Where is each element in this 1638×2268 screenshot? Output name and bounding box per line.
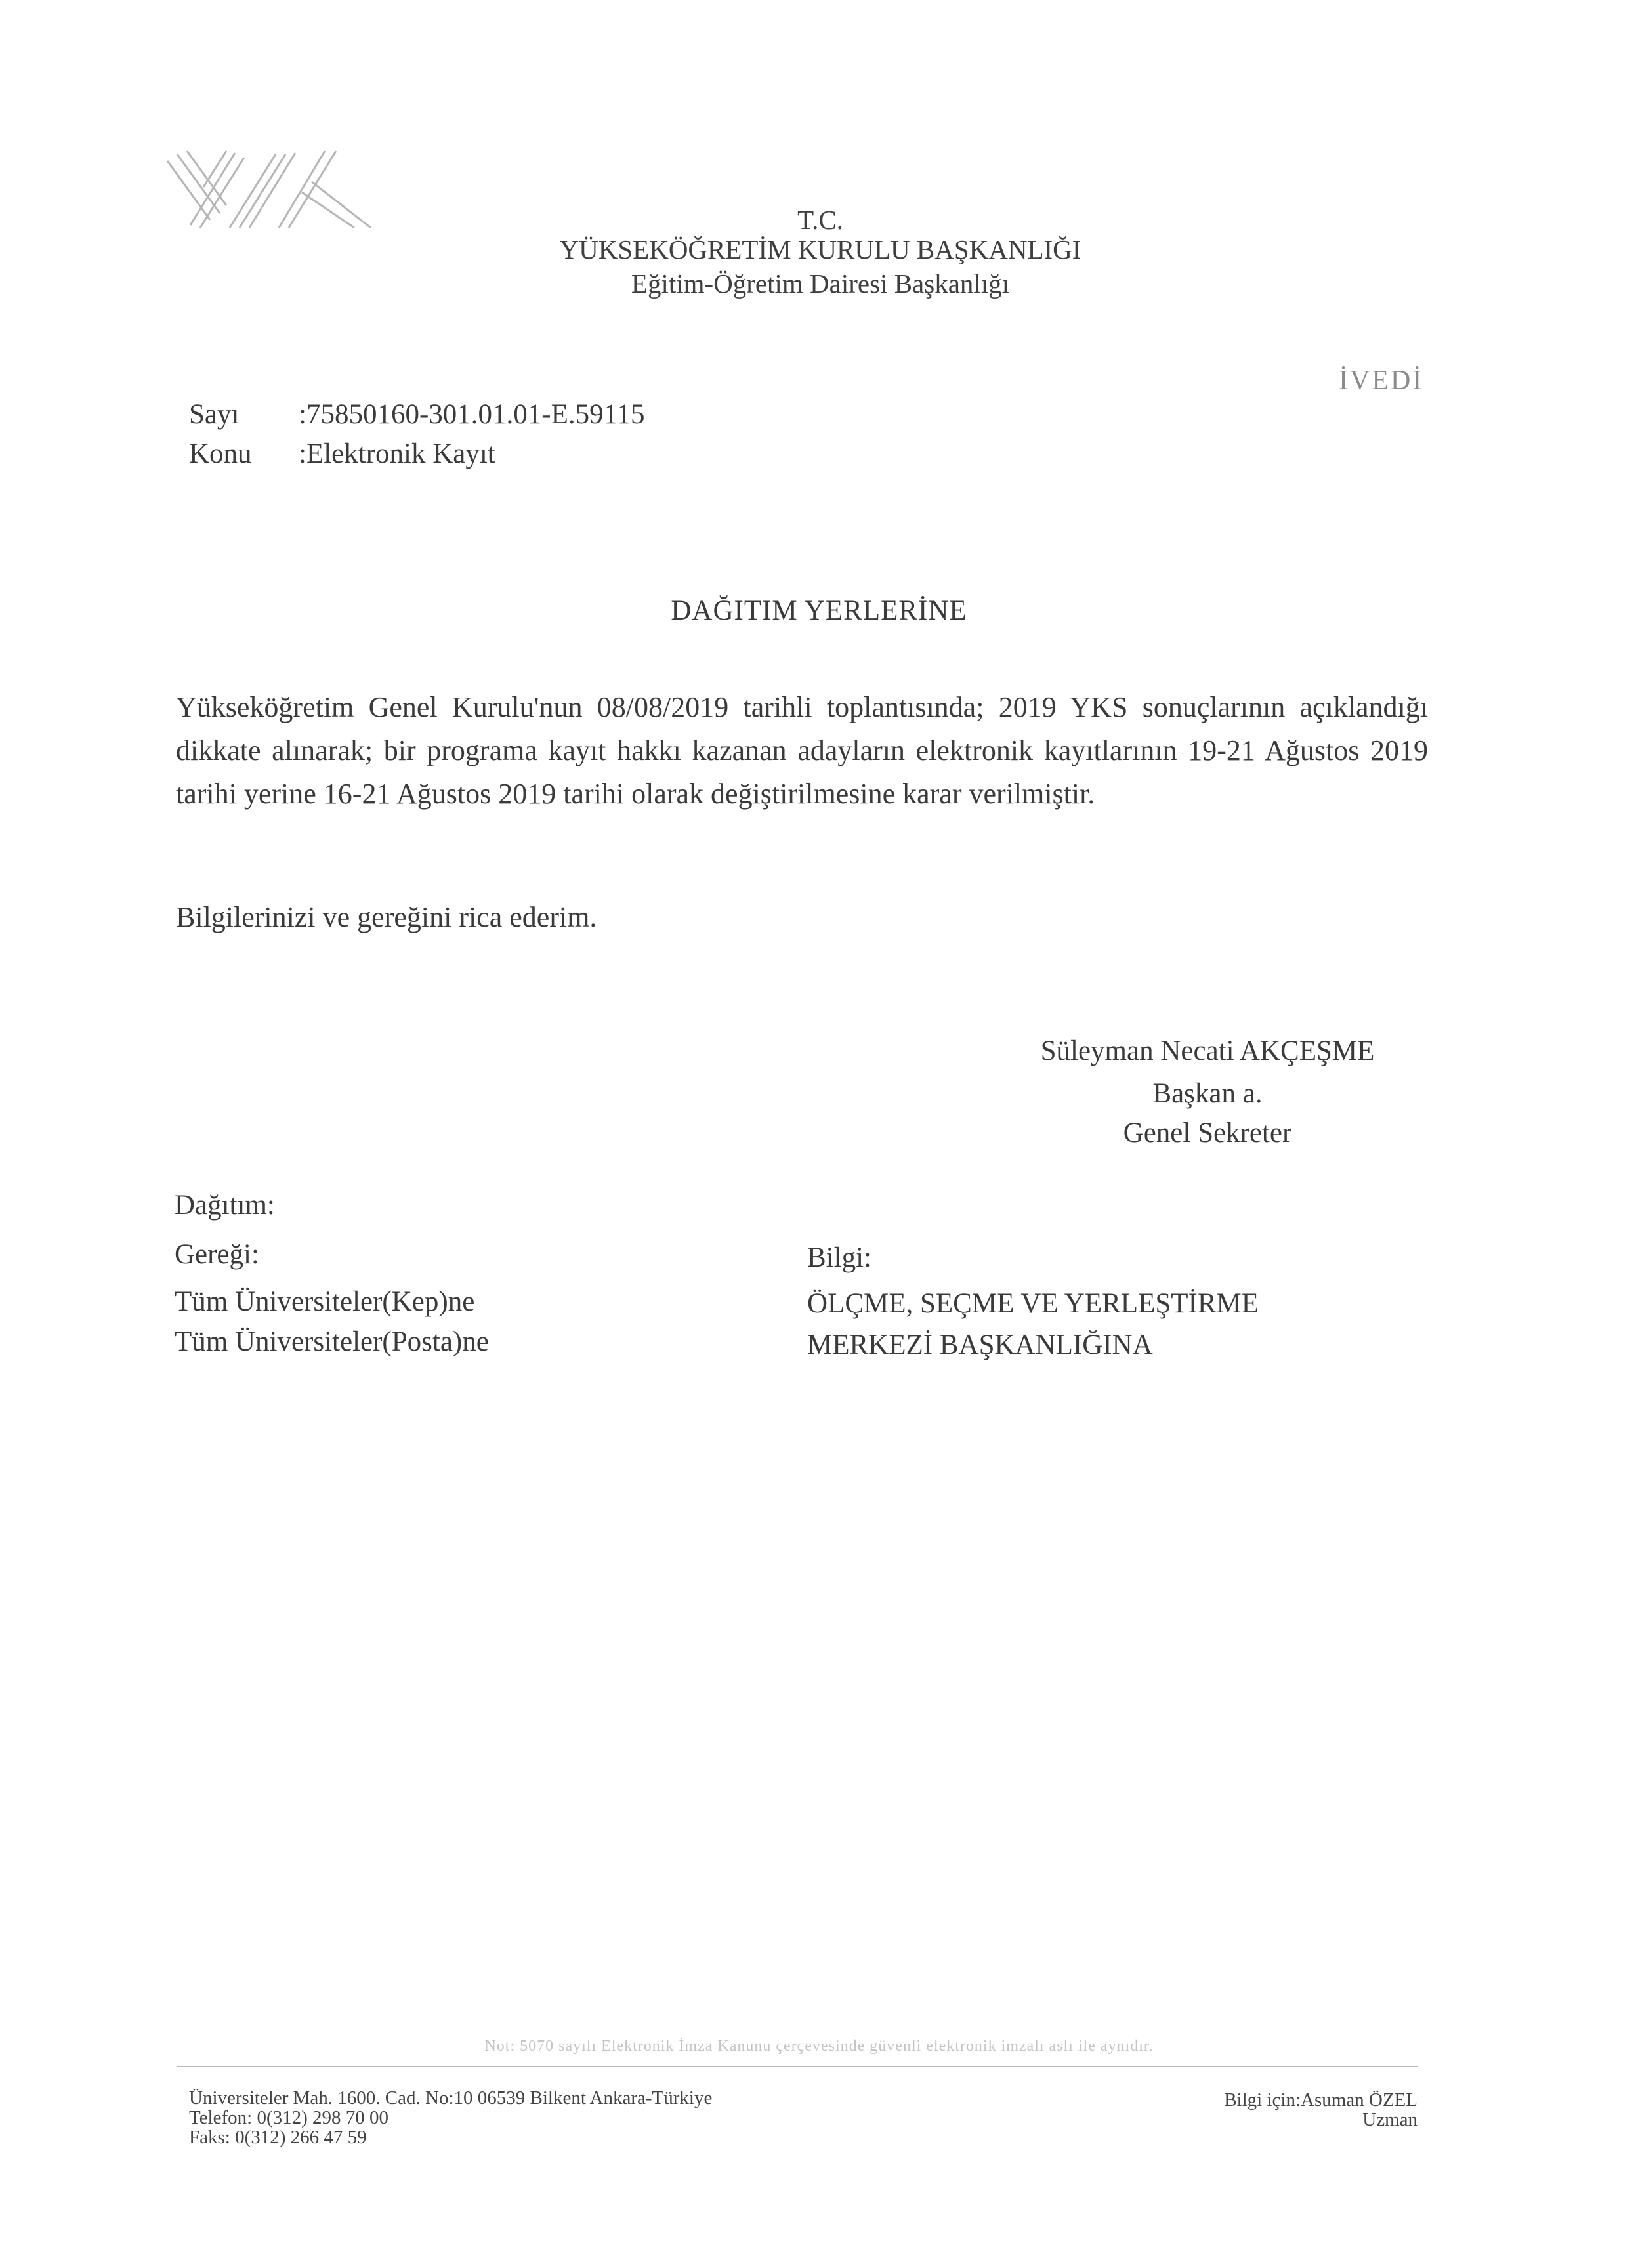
urgent-label: İVEDİ: [1339, 366, 1424, 396]
distribution-info-label: Bilgi:: [807, 1242, 872, 1273]
signature-title-1: Başkan a.: [1152, 1078, 1263, 1109]
distribution-action-item: Tüm Üniversiteler(Posta)ne: [175, 1326, 489, 1357]
sayi-label: Sayı: [189, 399, 240, 430]
footer-phone: Telefon: 0(312) 298 70 00: [189, 2107, 389, 2128]
header-institution: YÜKSEKÖĞRETİM KURULU BAŞKANLIĞI: [559, 234, 1082, 264]
footer-contact: Bilgi için:Asuman ÖZEL: [1224, 2090, 1418, 2110]
header-department: Eğitim-Öğretim Dairesi Başkanlığı: [631, 268, 1010, 299]
konu-label: Konu: [189, 438, 252, 469]
footer-divider: [177, 2066, 1418, 2067]
distribution-info-item: ÖLÇME, SEÇME VE YERLEŞTİRME: [807, 1288, 1259, 1319]
yok-logo: [164, 148, 381, 230]
footer-address: Üniversiteler Mah. 1600. Cad. No:10 06539 Bilkent Ankara-Türkiye: [189, 2088, 713, 2109]
signature-title-2: Genel Sekreter: [1123, 1118, 1292, 1148]
footer-contact-title: Uzman: [1362, 2109, 1418, 2130]
body-paragraph: Yükseköğretim Genel Kurulu'nun 08/08/2019 tarihli toplantısında; 2019 YKS sonuçlarının açıklandığı dikkate alınarak; bir programa kayıt hakkı kazanan adayların elektronik kayıtlarının 19-21 Ağustos 2019 tarihi yerine 16-21 Ağustos 2019 tarihi olarak değiştirilmesine karar verilmiştir.: [176, 691, 1428, 810]
recipient-title: DAĞITIM YERLERİNE: [671, 595, 967, 626]
distribution-action-item: Tüm Üniversiteler(Kep)ne: [175, 1286, 475, 1317]
footer-fax: Faks: 0(312) 266 47 59: [189, 2127, 367, 2148]
konu-value: :Elektronik Kayıt: [299, 438, 495, 469]
esignature-note: Not: 5070 sayılı Elektronik İmza Kanunu çerçevesinde güvenli elektronik imzalı aslı ile aynıdır.: [484, 2038, 1154, 2055]
signature-name: Süleyman Necati AKÇEŞME: [1040, 1036, 1375, 1066]
distribution-action-label: Gereği:: [175, 1239, 259, 1270]
distribution-info-item: MERKEZİ BAŞKANLIĞINA: [807, 1330, 1153, 1360]
sayi-value: :75850160-301.01.01-E.59115: [299, 399, 645, 430]
header-tc: T.C.: [797, 205, 843, 235]
distribution-heading: Dağıtım:: [175, 1190, 275, 1221]
body-closing: Bilgilerinizi ve gereğini rica ederim.: [176, 901, 597, 933]
